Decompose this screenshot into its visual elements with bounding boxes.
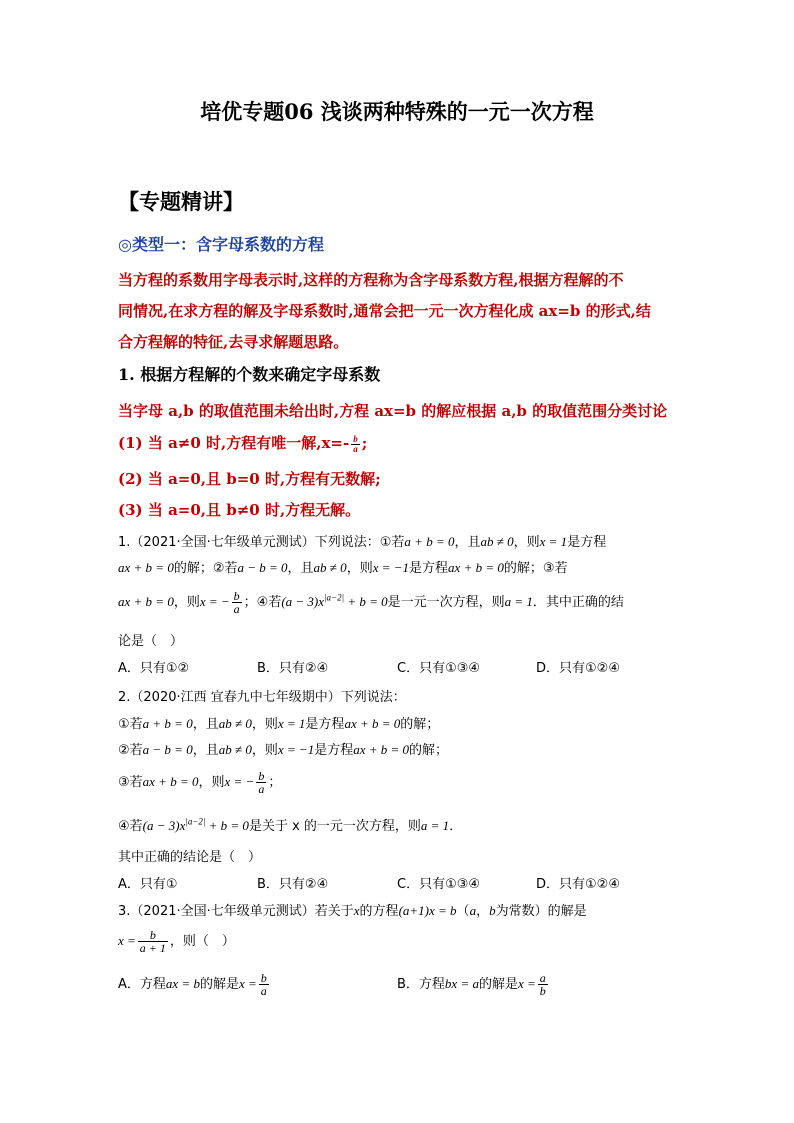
q1-line-4: 论是（ ） — [118, 634, 184, 649]
numerator: b — [353, 433, 358, 444]
q1-text: ，则 — [173, 595, 200, 610]
q1-text: ，且 — [454, 535, 481, 550]
section-heading: 【专题精讲】 — [118, 189, 244, 214]
math: bx = a — [444, 976, 479, 991]
numerator: b — [149, 928, 156, 942]
rule-text: 当字母 a,b 的取值范围未给出时,方程 ax=b 的解应根据 a,b 的取值范围分类讨论 — [118, 402, 668, 420]
q3-text: A．方程 — [118, 977, 166, 992]
q2-statement-4 — [118, 815, 462, 834]
fraction — [538, 972, 548, 997]
math: a = 1 — [504, 594, 533, 609]
math: ab ≠ 0 — [480, 534, 514, 549]
math: x = − — [199, 594, 230, 609]
math: x = 1 — [539, 534, 568, 549]
denominator: a — [260, 984, 267, 998]
case-3: (3) 当 a=0,且 b≠0 时,方程无解。 — [118, 501, 361, 519]
q2-head: 2.（2020·江西 宜春九中七年级期中）下列说法： — [118, 690, 406, 705]
q2-text: 是方程 — [305, 717, 345, 732]
fraction — [351, 435, 360, 454]
document-title: 培优专题06 浅谈两种特殊的一元一次方程 — [200, 99, 594, 124]
q1-text: 的解；③若 — [503, 561, 568, 576]
q1-text: ，且 — [287, 561, 314, 576]
math: a + b = 0 — [404, 534, 455, 549]
q2-option-c[interactable]: C．只有①③④ — [397, 877, 481, 892]
intro-line-1: 当方程的系数用字母表示时,这样的方程称为含字母系数方程,根据方程解的不 — [118, 271, 624, 289]
math: ax + b = 0 — [142, 774, 199, 789]
q1-text: 是方程 — [567, 535, 607, 550]
math: + b = 0 — [205, 818, 249, 833]
q3-option-a[interactable] — [118, 972, 271, 997]
q2-text: 是关于 x 的一元一次方程，则 — [248, 819, 421, 834]
fraction — [138, 929, 168, 954]
q2-option-a[interactable]: A．只有① — [118, 877, 178, 892]
math: + b = 0 — [344, 594, 388, 609]
math: x — [353, 903, 360, 918]
case-1 — [118, 432, 367, 454]
math: x = 1 — [277, 716, 306, 731]
math: ab ≠ 0 — [218, 742, 252, 757]
math: ab ≠ 0 — [218, 716, 252, 731]
q3-text: 的方程 — [359, 904, 399, 919]
subheading-1: 1. 根据方程解的个数来确定字母系数 — [118, 365, 381, 384]
fraction — [232, 590, 242, 615]
q3-text: B．方程 — [397, 977, 445, 992]
q3-text: ，则（ ） — [169, 934, 235, 949]
q2-text: ； — [268, 775, 282, 790]
fraction — [259, 972, 269, 997]
math: x = — [118, 933, 136, 948]
math: a = 1 — [420, 818, 450, 833]
case-1-end: ; — [361, 434, 368, 452]
q1-option-d[interactable]: D．只有①②④ — [536, 661, 620, 676]
math: x = −1 — [372, 560, 410, 575]
math: ax + b = 0 — [344, 716, 401, 731]
denominator: a — [233, 602, 240, 616]
math: ax + b = 0 — [448, 560, 504, 575]
q1-text: 是一元一次方程，则 — [387, 595, 505, 610]
q3-option-b[interactable] — [397, 972, 550, 997]
q2-text: ，则 — [251, 743, 278, 758]
q2-text: ，则 — [198, 775, 225, 790]
q2-text: 的解； — [409, 743, 449, 758]
math: x = −1 — [277, 742, 315, 757]
q2-text: ，且 — [192, 717, 219, 732]
math: ax = b — [165, 976, 200, 991]
math: a + b = 0 — [142, 716, 193, 731]
exponent: |a−2| — [324, 592, 345, 603]
math: a − b = 0 — [142, 742, 193, 757]
math: b — [489, 903, 496, 918]
case-1-text: (1) 当 a≠0 时,方程有唯一解,x=- — [118, 434, 350, 452]
q1-line-3 — [118, 590, 624, 615]
q1-option-b[interactable]: B．只有②④ — [257, 661, 329, 676]
intro-line-2: 同情况,在求方程的解及字母系数时,通常会把一元一次方程化成 ax=b 的形式,结 — [118, 302, 651, 320]
denominator: a — [258, 782, 265, 796]
q2-text: ． — [449, 819, 463, 834]
numerator: a — [539, 971, 546, 985]
math: x = − — [224, 774, 255, 789]
q1-option-a[interactable]: A．只有①② — [118, 661, 190, 676]
math: ax + b = 0 — [118, 560, 174, 575]
fraction — [256, 770, 266, 795]
q3-line-1 — [118, 900, 587, 919]
math: a − b = 0 — [237, 560, 288, 575]
q1-option-c[interactable]: C．只有①③④ — [397, 661, 481, 676]
q2-text: ，则 — [251, 717, 278, 732]
q3-text: （ — [456, 904, 470, 919]
q2-text: ，且 — [192, 743, 219, 758]
math: (a+1)x = b — [398, 903, 457, 918]
q2-text: ④若 — [118, 819, 143, 834]
q2-option-b[interactable]: B．只有②④ — [257, 877, 329, 892]
q3-text: 的解是 — [478, 977, 518, 992]
q2-text: 的解； — [400, 717, 440, 732]
q2-text: 是方程 — [314, 743, 354, 758]
q1-line-2 — [118, 557, 568, 576]
q1-text: ．其中正确的结 — [532, 595, 624, 610]
denominator: a + 1 — [139, 941, 166, 955]
q2-statement-3 — [118, 770, 281, 795]
q2-option-d[interactable]: D．只有①②④ — [536, 877, 620, 892]
exponent: |a−2| — [185, 816, 206, 827]
q1-text: 的解；②若 — [173, 561, 238, 576]
q3-text: 的解是 — [199, 977, 239, 992]
q1-line-1 — [118, 531, 606, 550]
q3-text: 3.（2021·全国·七年级单元测试）若关于 — [118, 904, 354, 919]
q1-text: ；④若 — [243, 595, 282, 610]
math: x = — [238, 976, 257, 991]
math: ax + b = 0 — [118, 594, 174, 609]
math: ax + b = 0 — [353, 742, 410, 757]
case-2: (2) 当 a=0,且 b=0 时,方程有无数解; — [118, 470, 381, 488]
q1-text: 是方程 — [409, 561, 449, 576]
intro-line-3: 合方程解的特征,去寻求解题思路。 — [118, 333, 349, 351]
math: (a − 3)x — [142, 818, 186, 833]
denominator: b — [539, 984, 546, 998]
type-heading: ◎类型一：含字母系数的方程 — [118, 235, 324, 254]
math: x = — [517, 976, 536, 991]
denominator: a — [353, 443, 358, 454]
q2-statement-2 — [118, 739, 448, 758]
q1-text: ，则 — [346, 561, 373, 576]
q2-tail: 其中正确的结论是（ ） — [118, 850, 262, 865]
q3-text: 为常数）的解是 — [495, 904, 587, 919]
numerator: b — [258, 769, 265, 783]
q2-text: ③若 — [118, 775, 143, 790]
math: ab ≠ 0 — [313, 560, 347, 575]
math: a — [469, 903, 477, 918]
numerator: b — [233, 589, 240, 603]
math: (a − 3)x — [281, 594, 325, 609]
q1-text: 1.（2021·全国·七年级单元测试）下列说法：①若 — [118, 535, 405, 550]
q2-text: ①若 — [118, 717, 143, 732]
q3-line-2 — [118, 929, 235, 954]
q3-text: ， — [476, 904, 490, 919]
q1-text: ，则 — [513, 535, 540, 550]
numerator: b — [260, 971, 267, 985]
q2-text: ②若 — [118, 743, 143, 758]
q2-statement-1 — [118, 713, 439, 732]
